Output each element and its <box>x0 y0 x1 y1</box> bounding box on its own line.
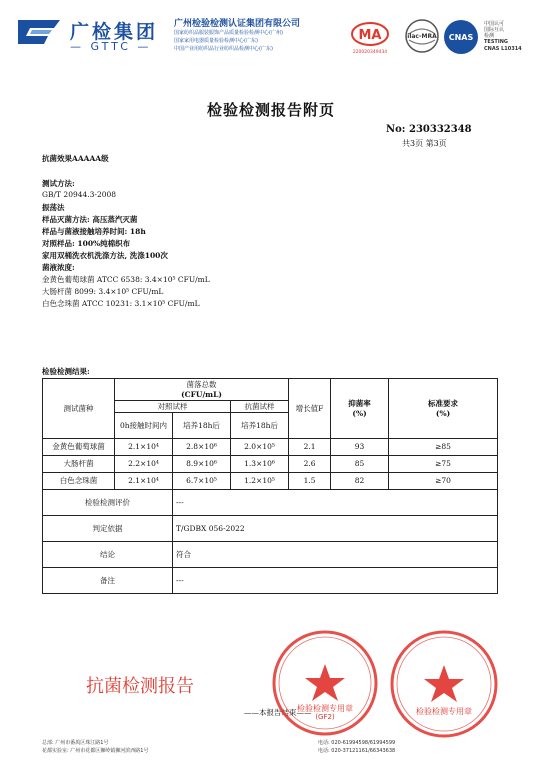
method-line: 对照样品: 100%纯棉织布 <box>42 239 131 248</box>
result-heading: 抗菌效果AAAAA级 <box>42 154 109 163</box>
header-rate-unit: (%) <box>352 408 367 418</box>
eval-label: 检验检测评价 <box>43 490 173 516</box>
inspection-stamp-right <box>386 628 502 740</box>
cell-c0: 2.1×10⁴ <box>115 473 173 490</box>
stamp-caption: 抗菌检测报告 <box>86 676 194 697</box>
footer-tel-2: 电话: 020-37121161/66343638 <box>318 748 396 754</box>
cell-std: ≥85 <box>389 439 498 456</box>
cell-a18: 1.3×10⁶ <box>231 456 289 473</box>
group-line: 国家家用电器质量检验检测中心(广东) <box>174 38 258 44</box>
cnas-text: 中国认可 <box>484 21 505 27</box>
method-line: GB/T 20944.3-2008 <box>42 190 117 199</box>
table-row <box>43 516 498 542</box>
table-row <box>43 473 498 490</box>
logo-name: 广检集团 <box>70 21 159 43</box>
cell-c0: 2.1×10⁴ <box>115 439 173 456</box>
basis-value: T/GDBX 056-2022 <box>173 516 498 542</box>
logo-sub: — GTTC — <box>70 40 152 53</box>
eval-value: --- <box>173 490 498 516</box>
footer-address: 总部: 广州市番禺区珠江路1号 <box>42 740 109 746</box>
left-stamp-bottom: 检验检测专用章 <box>297 704 353 713</box>
report-number: No: 230332348 <box>386 124 472 135</box>
method-line: 家用双桶洗衣机洗涤方法, 洗涤100次 <box>42 251 168 260</box>
group-line: 国家纺织品服装服饰产品质量检验检测中心(广州) <box>174 30 283 36</box>
ilac-label: ilac-MRA <box>407 33 437 40</box>
group-line: 中国产业用纺织品行业纺织品检测中心(广东) <box>174 46 273 52</box>
method-heading: 测试方法: <box>42 179 75 188</box>
basis-label: 判定依据 <box>43 516 173 542</box>
header-standard-label: 标准要求 <box>428 398 459 408</box>
header-rate <box>331 379 389 439</box>
gttc-logo-icon <box>14 16 64 48</box>
cnas-text: TESTING <box>484 39 508 45</box>
cnas-text: CNAS L10314 <box>484 46 522 52</box>
method-line: 样品与菌液接触培养时间: 18h <box>42 227 146 236</box>
cell-c18: 2.8×10⁶ <box>173 439 231 456</box>
table-row <box>43 542 498 568</box>
cnas-icon <box>442 18 480 56</box>
cell-rate: 93 <box>331 439 389 456</box>
header-growth: 增长值F <box>289 379 331 439</box>
header-strain: 测试菌种 <box>43 379 115 439</box>
remark-label: 备注 <box>43 568 173 594</box>
results-table <box>42 378 498 594</box>
cell-f: 1.5 <box>289 473 331 490</box>
cell-a18: 1.2×10⁵ <box>231 473 289 490</box>
header-18h-control: 培养18h后 <box>173 413 231 439</box>
cell-strain: 金黄色葡萄球菌 <box>43 439 115 456</box>
cnas-text: 检测 <box>484 33 495 39</box>
cell-std: ≥70 <box>389 473 498 490</box>
table-row <box>43 456 498 473</box>
header-colony-label: 菌落总数 <box>186 379 217 389</box>
header-rate-label: 抑菌率 <box>348 398 371 408</box>
header-standard <box>389 379 498 439</box>
method-line: 样品灭菌方法: 高压蒸汽灭菌 <box>42 215 138 224</box>
method-line: 金黄色葡萄球菌 ATCC 6538: 3.4×10⁵ CFU/mL <box>42 275 210 284</box>
table-row <box>43 490 498 516</box>
cell-c18: 8.9×10⁶ <box>173 456 231 473</box>
method-line: 白色念珠菌 ATCC 10231: 3.1×10⁵ CFU/mL <box>42 299 200 308</box>
ilac-mra-icon <box>403 18 441 54</box>
cell-std: ≥75 <box>389 456 498 473</box>
footer-address-2: 花都实验室: 广州市花都区狮岭镇狮河滨西路1号 <box>42 748 149 754</box>
right-stamp-bottom: 检验检测专用章 <box>416 707 472 716</box>
method-line: 大肠杆菌 8099: 3.4×10⁵ CFU/mL <box>42 287 164 296</box>
page-title: 检验检测报告附页 <box>206 101 335 119</box>
cell-a18: 2.0×10⁵ <box>231 439 289 456</box>
ma-label: MA <box>358 28 382 43</box>
header-colony-unit: (CFU/mL) <box>181 389 222 399</box>
conclusion-label: 结论 <box>43 542 173 568</box>
header-control: 对照试样 <box>115 401 231 413</box>
cell-c0: 2.2×10⁴ <box>115 456 173 473</box>
logo-sub-text: GTTC <box>90 40 131 53</box>
header-colony <box>115 379 289 401</box>
cnas-label: CNAS <box>448 33 474 42</box>
cell-strain: 白色念珠菌 <box>43 473 115 490</box>
ma-certification-icon <box>346 20 394 56</box>
table-heading: 检验检测结果: <box>42 367 90 376</box>
cell-f: 2.1 <box>289 439 331 456</box>
cell-rate: 82 <box>331 473 389 490</box>
ma-number: 220020349434 <box>352 50 388 55</box>
cell-rate: 85 <box>331 456 389 473</box>
remark-value: --- <box>173 568 498 594</box>
header-18h-anti: 培养18h后 <box>231 413 289 439</box>
header-antibacterial: 抗菌试样 <box>231 401 289 413</box>
footer-tel: 电话: 020-61994598/61994599 <box>318 740 396 746</box>
conclusion-value: 符合 <box>173 542 498 568</box>
cell-c18: 6.7×10⁵ <box>173 473 231 490</box>
method-line: 振荡法 <box>42 203 65 212</box>
page-info: 共3页 第3页 <box>402 139 447 148</box>
report-end-line: ——本报告结束—— <box>244 708 312 717</box>
method-line: 菌液浓度: <box>42 263 75 272</box>
inspection-stamp-left <box>270 628 380 738</box>
header-0h: 0h接触时间内 <box>115 413 173 439</box>
table-row <box>43 439 498 456</box>
table-row <box>43 568 498 594</box>
group-name: 广州检验检测认证集团有限公司 <box>174 19 301 29</box>
cell-f: 2.6 <box>289 456 331 473</box>
left-stamp-code: (GF2) <box>315 713 335 721</box>
header-standard-unit: (%) <box>435 408 451 418</box>
cell-strain: 大肠杆菌 <box>43 456 115 473</box>
cnas-text: 国际互认 <box>484 27 505 33</box>
